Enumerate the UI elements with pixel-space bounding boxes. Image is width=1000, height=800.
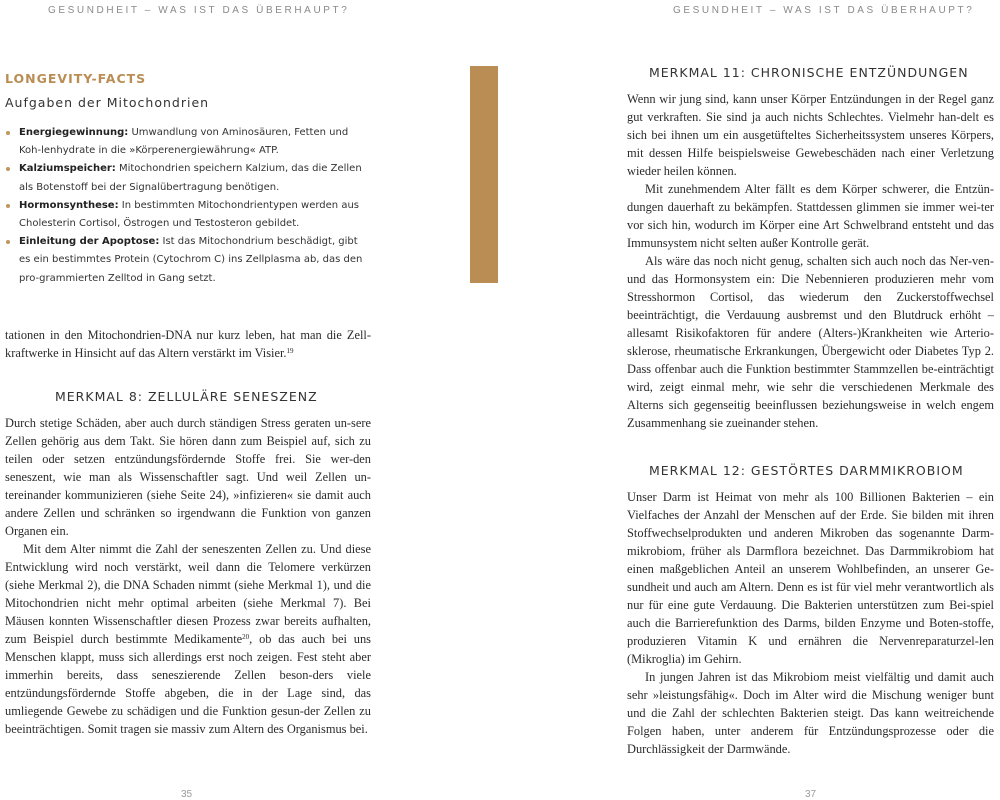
section-merkmal-8: [5, 388, 371, 738]
continuation-paragraph: [5, 326, 371, 362]
list-item: [5, 124, 365, 160]
paragraph-text: Mit dem Alter nimmt die Zahl der seneszenten Zellen zu. Und diese Entwicklung wird noch verstärkt, weil dann die Telomere verkürzen (siehe Merkmal 2), die DNA Schaden nimmt (siehe Merkmal 1), und die Mitochondrien nicht mehr optimal arbeiten (siehe Merkmal 7). Bei Mäusen konnten Wissenschaftler diesen Prozess zwar bereits aufhalten, zum Beispiel durch bestimmte Medikamente: [5, 542, 371, 646]
section-merkmal-11: [627, 64, 994, 432]
list-item: [5, 197, 365, 233]
section-heading: MERKMAL 12: GESTÖRTES DARMMIKROBIOM: [649, 463, 964, 478]
fact-text: In bestimmten Mitochondrientypen werden aus Cholesterin Cortisol, Östrogen und Testosteron gebildet.: [19, 199, 359, 230]
paragraph: In jungen Jahren ist das Mikrobiom meist vielfältig und damit auch sehr »leistungsfähig«. Doch im Alter wird die Mischung weniger bunt und die Zahl der schlechten Bakterien steigt. Das kann weitreichende Folgen haben, unter anderem für Entzündungsprozesse oder die Durchlässigkeit der Darmwände.: [627, 670, 994, 756]
facts-label: LONGEVITY-FACTS: [5, 71, 147, 86]
footnote-ref: 19: [286, 347, 294, 355]
list-item: [5, 233, 365, 288]
paragraph: Als wäre das noch nicht genug, schalten sich auch noch das Ner-ven- und das Hormonsystem ein: Die Nebennieren produzieren mehr vom Stresshormon Cortisol, das wiederum den Zuckerstoffwechsel beeinträchtigt, die Verdauung ausbremst und den Blutdruck erhöht – allesamt Risikofaktoren für andere (Alters-)Krankheiten wie Arterio-sklerose, rheumatische Erkrankungen, Übergewicht oder Diabetes Typ 2. Dass offenbar auch die Funktion bestimmter Stammzellen be-einträchtigt wird, zeigt einmal mehr, wie sehr die verschiedenen Merkmale des Alterns sich gegenseitig beeinflussen beziehungsweise in welch engem Zusammenhang sie zueinander stehen.: [627, 254, 994, 430]
continuation-text: tationen in den Mitochondrien-DNA nur kurz leben, hat man die Zell-kraftwerke in Hinsicht auf das Altern verstärkt im Visier.: [5, 328, 371, 360]
running-head-right: GESUNDHEIT – WAS IST DAS ÜBERHAUPT?: [673, 5, 975, 16]
longevity-facts-box: [5, 70, 365, 288]
section-merkmal-12: [627, 462, 994, 758]
footnote-ref: 20: [242, 633, 250, 641]
running-head-left: GESUNDHEIT – WAS IST DAS ÜBERHAUPT?: [48, 5, 350, 16]
section-heading: MERKMAL 8: ZELLULÄRE SENESZENZ: [55, 389, 318, 404]
fact-term: Einleitung der Apoptose:: [19, 236, 160, 248]
fact-term: Hormonsynthese:: [19, 199, 119, 211]
paragraph: [5, 540, 371, 738]
fact-term: Kalziumspeicher:: [19, 163, 116, 175]
list-item: [5, 160, 365, 196]
page-number-right: 37: [805, 789, 817, 800]
fact-term: Energiegewinnung:: [19, 127, 129, 138]
left-continuation: [5, 326, 371, 362]
gold-accent-bar: [470, 66, 498, 283]
paragraph-text: , ob das auch bei uns Menschen klappt, muss sich allerdings erst noch zeigen. Fest steht aber immerhin bereits, dass seneszierende Zellen beson-ders viele entzündungsfördernde Stoffe abgeben, die in der Lage sind, das umliegende Gewebe zu schädigen und die Funktion gesun-der Zellen zu beeinträchtigen. Somit tragen sie massiv zum Altern des Organismus bei.: [5, 632, 371, 736]
paragraph: Mit zunehmendem Alter fällt es dem Körper schwerer, die Entzün-dungen dauerhaft zu bekämpfen. Stattdessen glimmen sie immer wei-ter vor sich hin, wodurch im Körper eine Art Schwelbrand entsteht und das Immunsystem nicht selten außer Kontrolle gerät.: [627, 182, 994, 250]
paragraph: Durch stetige Schäden, aber auch durch ständigen Stress geraten un-sere Zellen gehörig aus dem Takt. Sie hören dann zum Beispiel auf, sich zu teilen oder setzen entzündungsfördernde Stoffe frei. Sie wer-den seneszent, wie man als Wissenschaftler sagt. Und weil Zellen un-tereinander kommunizieren (siehe Seite 24), »infizieren« sie damit auch andere Zellen und schränken so irgendwann die Funktion von ganzen Organen ein.: [5, 416, 371, 538]
facts-list: [5, 124, 365, 288]
paragraph: Wenn wir jung sind, kann unser Körper Entzündungen in der Regel ganz gut verkraften. Sie sind ja auch nichts Schlechtes. Vielmehr han-delt es sich bei ihnen um ein ausgetüfteltes Sicherheitssystem unseres Körpers, mit dessen Hilfe beispielsweise Gewebeschäden nach einer Verletzung wieder heilen können.: [627, 92, 994, 178]
page-number-left: 35: [181, 789, 193, 800]
fact-text: Umwandlung von Aminosäuren, Fetten und Koh-lenhydrate in die »Körperenergiewährung« ATP.: [19, 127, 349, 157]
fact-text: Ist das Mitochondrium beschädigt, gibt es ein bestimmtes Protein (Cytochrom C) ins Zellplasma ab, das den pro-grammierten Zelltod in Gang setzt.: [19, 236, 363, 284]
fact-text: Mitochondrien speichern Kalzium, das die Zellen als Botenstoff bei der Signalübertragung benötigen.: [19, 163, 362, 193]
facts-title: Aufgaben der Mitochondrien: [5, 95, 210, 110]
section-heading: MERKMAL 11: CHRONISCHE ENTZÜNDUNGEN: [649, 65, 969, 80]
paragraph: Unser Darm ist Heimat von mehr als 100 Billionen Bakterien – ein Vielfaches der Anzahl der Menschen auf der Erde. Sie bilden mit ihren Stoffwechselprodukten und anderen Mikroben das sogenannte Darm-mikrobiom, früher als Darmflora bezeichnet. Das Darmmikrobiom hat einen maßgeblichen Anteil an unserem Wohlbefinden, an unserer Ge-sundheit und auch am Altern. Denn es ist für viel mehr verantwortlich als nur für eine gute Verdauung. Die Bakterien unterstützen zum Bei-spiel auch die Barrierefunktion des Darms, bilden Enzyme und Boten-stoffe, produzieren Vitamin K und ernähren die Nervenreparaturzel-len (Mikroglia) im Gehirn.: [627, 490, 994, 666]
